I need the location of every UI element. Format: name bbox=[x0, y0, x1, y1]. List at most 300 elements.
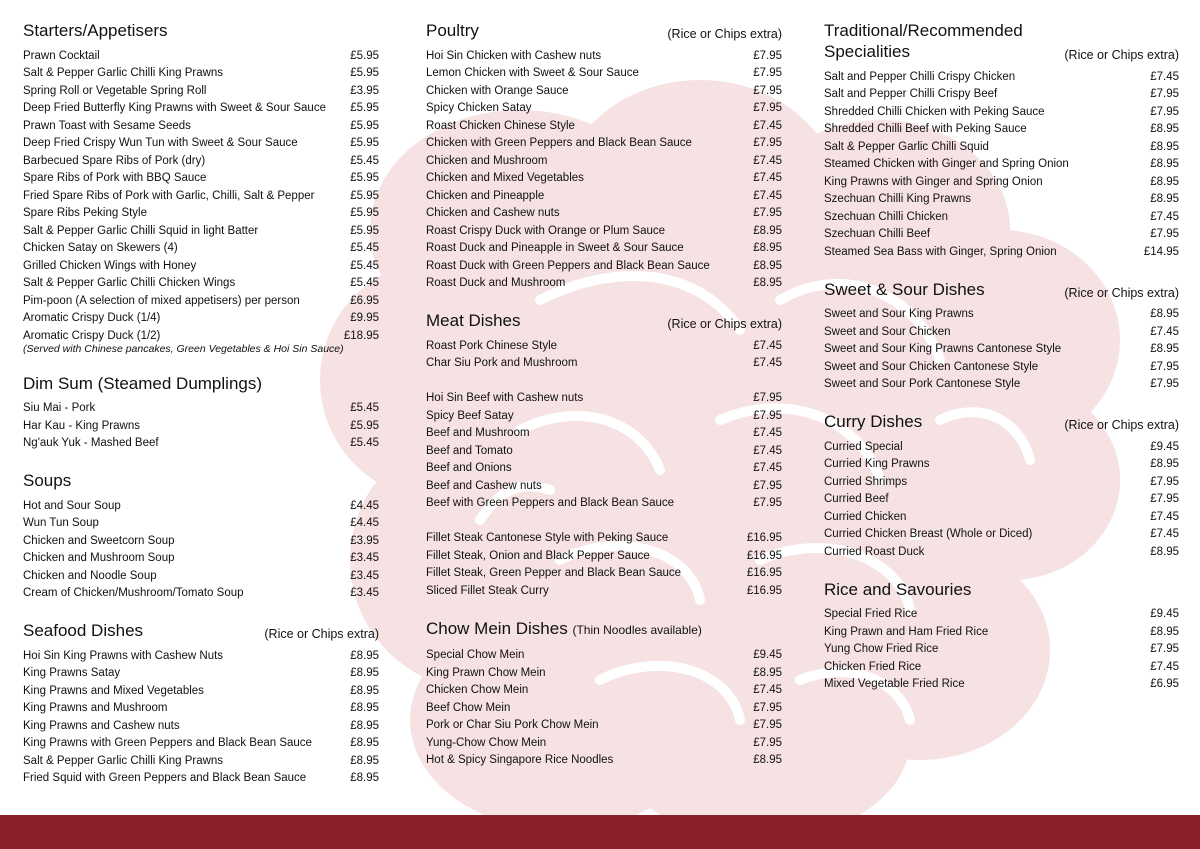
menu-item-price: £8.95 bbox=[1150, 140, 1179, 153]
menu-item-price: £7.95 bbox=[753, 497, 782, 510]
menu-item bbox=[23, 567, 379, 585]
menu-item bbox=[426, 355, 782, 373]
menu-item bbox=[426, 752, 782, 770]
section-header bbox=[426, 618, 782, 641]
menu-item-name: Pork or Char Siu Pork Chow Mein bbox=[426, 719, 599, 732]
menu-item bbox=[23, 585, 379, 603]
section-note: (Rice or Chips extra) bbox=[667, 27, 782, 41]
menu-item bbox=[824, 103, 1179, 121]
menu-item-name: Aromatic Crispy Duck (1/4) bbox=[23, 312, 161, 325]
menu-item-price: £5.95 bbox=[350, 102, 379, 115]
menu-item-price: £7.95 bbox=[753, 479, 782, 492]
menu-item-name: Yung Chow Fried Rice bbox=[824, 643, 939, 656]
menu-item-price: £7.95 bbox=[753, 736, 782, 749]
menu-item-price: £8.95 bbox=[753, 277, 782, 290]
menu-item-name: Salt and Pepper Chilli Crispy Chicken bbox=[824, 70, 1016, 83]
menu-item-price: £7.45 bbox=[753, 427, 782, 440]
menu-item-list bbox=[824, 306, 1179, 394]
menu-item bbox=[23, 417, 379, 435]
menu-item-price: £8.95 bbox=[1150, 308, 1179, 321]
menu-item bbox=[824, 306, 1179, 324]
menu-item-price: £16.95 bbox=[746, 584, 782, 597]
menu-item bbox=[23, 717, 379, 735]
menu-item-name: Roast Duck and Pineapple in Sweet & Sour Sauce bbox=[426, 242, 684, 255]
menu-item bbox=[426, 152, 782, 170]
section-header bbox=[23, 470, 379, 491]
menu-item-name: Steamed Chicken with Ginger and Spring Onion bbox=[824, 158, 1069, 171]
menu-item-name: Pim-poon (A selection of mixed appetisers) per person bbox=[23, 294, 300, 307]
menu-item bbox=[23, 117, 379, 135]
menu-item-name: Beef and Cashew nuts bbox=[426, 479, 542, 492]
menu-item bbox=[426, 337, 782, 355]
section-starters-appetisers bbox=[23, 20, 379, 355]
menu-item-price: £4.45 bbox=[350, 499, 379, 512]
section-traditional-recommended-specialities bbox=[824, 20, 1179, 261]
menu-item-name: Roast Pork Chinese Style bbox=[426, 339, 558, 352]
menu-item-name: Szechuan Chilli Beef bbox=[824, 228, 931, 241]
menu-item bbox=[426, 664, 782, 682]
menu-item-price: £7.95 bbox=[753, 701, 782, 714]
menu-item-price: £3.95 bbox=[350, 84, 379, 97]
menu-item-name: Special Chow Mein bbox=[426, 649, 525, 662]
menu-item bbox=[426, 100, 782, 118]
section-title bbox=[824, 279, 985, 300]
section-curry-dishes bbox=[824, 411, 1179, 561]
menu-item-price: £8.95 bbox=[350, 737, 379, 750]
menu-column-3 bbox=[824, 20, 1179, 711]
menu-item-price: £6.95 bbox=[1150, 678, 1179, 691]
menu-item-name: Prawn Toast with Sesame Seeds bbox=[23, 119, 191, 132]
section-title-text: Traditional/Recommended Specialities bbox=[824, 21, 1023, 61]
menu-item bbox=[23, 292, 379, 310]
menu-item-name: Curried Beef bbox=[824, 493, 889, 506]
menu-item-name: Lemon Chicken with Sweet & Sour Sauce bbox=[426, 67, 639, 80]
menu-item-price: £8.95 bbox=[1150, 625, 1179, 638]
menu-item bbox=[824, 208, 1179, 226]
menu-item-price: £7.95 bbox=[753, 719, 782, 732]
menu-item-price: £7.95 bbox=[753, 67, 782, 80]
menu-item bbox=[23, 770, 379, 788]
menu-item-name: Fillet Steak Cantonese Style with Peking Sauce bbox=[426, 532, 669, 545]
menu-item bbox=[824, 156, 1179, 174]
menu-item bbox=[23, 735, 379, 753]
menu-item-price: £8.95 bbox=[350, 772, 379, 785]
menu-item-price: £7.45 bbox=[1150, 510, 1179, 523]
menu-item-price: £16.95 bbox=[746, 567, 782, 580]
menu-item bbox=[824, 376, 1179, 394]
menu-item-price: £8.95 bbox=[1150, 158, 1179, 171]
section-title bbox=[23, 470, 71, 491]
menu-item-name: Barbecued Spare Ribs of Pork (dry) bbox=[23, 154, 206, 167]
menu-item-price: £5.45 bbox=[350, 259, 379, 272]
menu-item-name: Fried Spare Ribs of Pork with Garlic, Chilli, Salt & Pepper bbox=[23, 189, 315, 202]
menu-item bbox=[426, 477, 782, 495]
menu-item bbox=[426, 222, 782, 240]
menu-item-price: £8.95 bbox=[350, 649, 379, 662]
menu-item-name: Shredded Chilli Beef with Peking Sauce bbox=[824, 123, 1027, 136]
section-title-text: Soups bbox=[23, 471, 72, 490]
menu-item-name: Curried Special bbox=[824, 440, 903, 453]
menu-item-price: £7.45 bbox=[1150, 528, 1179, 541]
menu-item bbox=[23, 135, 379, 153]
list-spacer bbox=[426, 372, 782, 390]
section-title-text: Chow Mein Dishes bbox=[426, 618, 568, 638]
menu-item-name: Siu Mai - Pork bbox=[23, 402, 96, 415]
menu-item bbox=[23, 497, 379, 515]
menu-item-price: £7.95 bbox=[753, 49, 782, 62]
menu-item-name: Chicken Chow Mein bbox=[426, 684, 529, 697]
menu-item-price: £5.45 bbox=[350, 242, 379, 255]
menu-item-name: Chicken and Noodle Soup bbox=[23, 569, 157, 582]
section-rice-and-savouries bbox=[824, 579, 1179, 694]
menu-item-list bbox=[426, 47, 782, 292]
menu-item bbox=[824, 491, 1179, 509]
menu-item-name: Chicken and Pineapple bbox=[426, 189, 545, 202]
menu-item-price: £5.45 bbox=[350, 154, 379, 167]
menu-item bbox=[426, 582, 782, 600]
menu-item-price: £7.95 bbox=[1150, 493, 1179, 506]
menu-item-name: King Prawns with Green Peppers and Black Bean Sauce bbox=[23, 737, 312, 750]
section-title-text: Dim Sum (Steamed Dumplings) bbox=[23, 373, 263, 393]
menu-item bbox=[824, 623, 1179, 641]
menu-item-name: Curried King Prawns bbox=[824, 458, 930, 471]
menu-item-name: Chicken and Mushroom Soup bbox=[23, 552, 175, 565]
menu-item-price: £7.45 bbox=[753, 339, 782, 352]
menu-item-price: £8.95 bbox=[350, 684, 379, 697]
menu-item-name: Roast Duck with Green Peppers and Black Bean Sauce bbox=[426, 259, 710, 272]
menu-item-name: Cream of Chicken/Mushroom/Tomato Soup bbox=[23, 587, 244, 600]
menu-item-price: £3.95 bbox=[350, 534, 379, 547]
menu-item-price: £5.95 bbox=[350, 224, 379, 237]
menu-item-name: Beef Chow Mein bbox=[426, 701, 511, 714]
menu-item-name: Grilled Chicken Wings with Honey bbox=[23, 259, 197, 272]
section-header bbox=[23, 373, 379, 394]
menu-item-name: Curried Shrimps bbox=[824, 475, 908, 488]
menu-item-price: £5.95 bbox=[350, 67, 379, 80]
menu-item-price: £7.95 bbox=[753, 102, 782, 115]
menu-column-1 bbox=[23, 20, 379, 805]
menu-item bbox=[824, 173, 1179, 191]
menu-item-name: King Prawns with Ginger and Spring Onion bbox=[824, 175, 1043, 188]
menu-item-price: £7.45 bbox=[753, 357, 782, 370]
section-note: (Rice or Chips extra) bbox=[1064, 48, 1179, 62]
menu-item-name: Spicy Chicken Satay bbox=[426, 102, 532, 115]
menu-item-name: Chicken and Cashew nuts bbox=[426, 207, 560, 220]
menu-item-list bbox=[23, 497, 379, 602]
menu-item bbox=[23, 665, 379, 683]
section-title-text: Starters/Appetisers bbox=[23, 21, 168, 40]
menu-item-price: £7.45 bbox=[753, 172, 782, 185]
menu-item-price: £8.95 bbox=[753, 259, 782, 272]
menu-item-price: £4.45 bbox=[350, 517, 379, 530]
menu-item-name: Curried Roast Duck bbox=[824, 545, 925, 558]
menu-item bbox=[23, 550, 379, 568]
list-spacer bbox=[426, 512, 782, 530]
menu-item bbox=[23, 532, 379, 550]
menu-item-name: Char Siu Pork and Mushroom bbox=[426, 357, 578, 370]
menu-item bbox=[23, 100, 379, 118]
menu-item bbox=[824, 226, 1179, 244]
menu-item-price: £9.95 bbox=[350, 312, 379, 325]
menu-item-price: £7.95 bbox=[1150, 88, 1179, 101]
menu-item-name: Steamed Sea Bass with Ginger, Spring Onion bbox=[824, 245, 1057, 258]
section-chow-mein-dishes bbox=[426, 618, 782, 770]
menu-item-price: £7.45 bbox=[1150, 70, 1179, 83]
menu-item bbox=[23, 152, 379, 170]
menu-item-price: £18.95 bbox=[343, 329, 379, 342]
menu-item-name: Sweet and Sour King Prawns bbox=[824, 308, 974, 321]
section-poultry bbox=[426, 20, 782, 292]
section-title-text: Seafood Dishes bbox=[23, 621, 144, 640]
menu-item bbox=[426, 530, 782, 548]
menu-item bbox=[426, 170, 782, 188]
menu-item-price: £14.95 bbox=[1143, 245, 1179, 258]
section-header bbox=[426, 310, 782, 331]
section-title bbox=[23, 20, 168, 41]
menu-item-price: £7.95 bbox=[1150, 643, 1179, 656]
menu-item bbox=[426, 717, 782, 735]
menu-item-name: Chicken Satay on Skewers (4) bbox=[23, 242, 178, 255]
menu-item-name: Deep Fried Butterfly King Prawns with Sweet & Sour Sauce bbox=[23, 102, 326, 115]
section-header bbox=[824, 279, 1179, 300]
menu-item-name: Hoi Sin Chicken with Cashew nuts bbox=[426, 49, 602, 62]
menu-item-price: £8.95 bbox=[753, 242, 782, 255]
menu-item-name: Special Fried Rice bbox=[824, 608, 918, 621]
menu-item-name: Beef and Tomato bbox=[426, 444, 513, 457]
menu-item-price: £8.95 bbox=[350, 702, 379, 715]
menu-item-name: Chicken with Orange Sauce bbox=[426, 84, 569, 97]
section-footnote: (Served with Chinese pancakes, Green Vegetables & Hoi Sin Sauce) bbox=[23, 342, 344, 355]
menu-item-price: £7.45 bbox=[753, 119, 782, 132]
menu-item bbox=[23, 515, 379, 533]
menu-item-name: Spicy Beef Satay bbox=[426, 409, 514, 422]
menu-item-name: Spare Ribs of Pork with BBQ Sauce bbox=[23, 172, 207, 185]
menu-item-name: Roast Chicken Chinese Style bbox=[426, 119, 575, 132]
menu-item-price: £7.95 bbox=[1150, 228, 1179, 241]
menu-item bbox=[23, 82, 379, 100]
menu-item-list bbox=[426, 337, 782, 600]
menu-item-list bbox=[426, 647, 782, 770]
section-sweet-sour-dishes bbox=[824, 279, 1179, 394]
menu-item bbox=[426, 240, 782, 258]
menu-item-name: Chicken and Sweetcorn Soup bbox=[23, 534, 175, 547]
menu-item-name: Salt & Pepper Garlic Chilli King Prawns bbox=[23, 67, 224, 80]
menu-item-name: Szechuan Chilli Chicken bbox=[824, 210, 949, 223]
menu-item bbox=[824, 138, 1179, 156]
section-header bbox=[23, 20, 379, 41]
menu-item-name: Sweet and Sour Pork Cantonese Style bbox=[824, 378, 1021, 391]
menu-item bbox=[23, 240, 379, 258]
menu-item bbox=[426, 257, 782, 275]
menu-item bbox=[426, 82, 782, 100]
menu-item-name: Chicken with Green Peppers and Black Bean Sauce bbox=[426, 137, 692, 150]
menu-item-price: £6.95 bbox=[350, 294, 379, 307]
menu-item-list bbox=[824, 68, 1179, 261]
menu-item-price: £5.95 bbox=[350, 49, 379, 62]
menu-item-price: £9.45 bbox=[1150, 608, 1179, 621]
section-note: (Rice or Chips extra) bbox=[1064, 418, 1179, 432]
menu-item-name: Beef and Onions bbox=[426, 462, 512, 475]
section-header bbox=[824, 411, 1179, 432]
menu-item bbox=[824, 438, 1179, 456]
menu-item-price: £8.95 bbox=[350, 754, 379, 767]
menu-item-name: Curried Chicken Breast (Whole or Diced) bbox=[824, 528, 1033, 541]
menu-item-name: Szechuan Chilli King Prawns bbox=[824, 193, 972, 206]
menu-item-price: £7.95 bbox=[753, 409, 782, 422]
menu-item-name: Chicken and Mixed Vegetables bbox=[426, 172, 584, 185]
section-title-text: Sweet & Sour Dishes bbox=[824, 279, 985, 299]
menu-item-list bbox=[23, 400, 379, 453]
section-note: (Rice or Chips extra) bbox=[264, 627, 379, 641]
menu-item bbox=[426, 460, 782, 478]
menu-item bbox=[23, 257, 379, 275]
menu-item bbox=[426, 547, 782, 565]
menu-item-name: King Prawns and Mixed Vegetables bbox=[23, 684, 204, 697]
menu-item bbox=[23, 187, 379, 205]
menu-item bbox=[426, 734, 782, 752]
menu-item-name: Chicken and Mushroom bbox=[426, 154, 548, 167]
menu-item bbox=[23, 205, 379, 223]
menu-item-name: King Prawns Satay bbox=[23, 667, 121, 680]
menu-item-name: Curried Chicken bbox=[824, 510, 907, 523]
section-note: (Rice or Chips extra) bbox=[667, 317, 782, 331]
menu-item-name: Prawn Cocktail bbox=[23, 49, 100, 62]
menu-item bbox=[23, 170, 379, 188]
menu-item-price: £5.45 bbox=[350, 402, 379, 415]
menu-item-price: £7.45 bbox=[1150, 660, 1179, 673]
section-title bbox=[824, 20, 1064, 62]
menu-item bbox=[824, 526, 1179, 544]
menu-item-name: King Prawn Chow Mein bbox=[426, 666, 546, 679]
section-title-text: Curry Dishes bbox=[824, 412, 923, 431]
menu-item-price: £7.95 bbox=[1150, 360, 1179, 373]
menu-item bbox=[23, 400, 379, 418]
menu-item bbox=[23, 310, 379, 328]
menu-item-price: £7.95 bbox=[753, 392, 782, 405]
menu-item bbox=[426, 135, 782, 153]
menu-item-price: £7.45 bbox=[753, 444, 782, 457]
section-title bbox=[426, 618, 702, 641]
menu-item bbox=[426, 117, 782, 135]
menu-item-price: £16.95 bbox=[746, 532, 782, 545]
menu-item-name: Hot & Spicy Singapore Rice Noodles bbox=[426, 754, 614, 767]
menu-item bbox=[824, 473, 1179, 491]
menu-item-list bbox=[824, 606, 1179, 694]
menu-item-name: Spring Roll or Vegetable Spring Roll bbox=[23, 84, 207, 97]
menu-item-price: £8.95 bbox=[1150, 343, 1179, 356]
menu-item-price: £8.95 bbox=[753, 754, 782, 767]
menu-item bbox=[824, 641, 1179, 659]
menu-item-name: Aromatic Crispy Duck (1/2) bbox=[23, 329, 161, 342]
menu-item bbox=[824, 676, 1179, 694]
section-note: (Rice or Chips extra) bbox=[1064, 285, 1179, 300]
menu-item-name: Yung-Chow Chow Mein bbox=[426, 736, 547, 749]
menu-item bbox=[23, 47, 379, 65]
menu-item-name: Fried Squid with Green Peppers and Black Bean Sauce bbox=[23, 772, 307, 785]
menu-item-name: King Prawn and Ham Fried Rice bbox=[824, 625, 989, 638]
menu-column-2 bbox=[426, 20, 782, 787]
section-title bbox=[824, 411, 922, 432]
menu-item-name: Deep Fried Crispy Wun Tun with Sweet & Sour Sauce bbox=[23, 137, 298, 150]
menu-item-name: Salt and Pepper Chilli Crispy Beef bbox=[824, 88, 998, 101]
menu-item-price: £7.95 bbox=[753, 207, 782, 220]
menu-item bbox=[824, 456, 1179, 474]
menu-item-name: Hot and Sour Soup bbox=[23, 499, 121, 512]
menu-item bbox=[426, 425, 782, 443]
menu-item-name: King Prawns and Mushroom bbox=[23, 702, 168, 715]
menu-item-name: Salt & Pepper Garlic Chilli Squid in light Batter bbox=[23, 224, 259, 237]
section-title-text: Poultry bbox=[426, 21, 479, 40]
section-header bbox=[23, 620, 379, 641]
menu-item-price: £5.95 bbox=[350, 207, 379, 220]
menu-item bbox=[23, 275, 379, 293]
menu-item-name: Ng'auk Yuk - Mashed Beef bbox=[23, 437, 159, 450]
section-title bbox=[23, 373, 262, 394]
menu-item-price: £7.45 bbox=[1150, 210, 1179, 223]
menu-item bbox=[23, 647, 379, 665]
menu-item-name: King Prawns and Cashew nuts bbox=[23, 719, 180, 732]
menu-item bbox=[426, 442, 782, 460]
section-title bbox=[426, 310, 520, 331]
section-meat-dishes bbox=[426, 310, 782, 600]
menu-item-price: £8.95 bbox=[753, 666, 782, 679]
menu-item-price: £5.95 bbox=[350, 172, 379, 185]
menu-item-price: £8.95 bbox=[350, 719, 379, 732]
menu-item bbox=[824, 86, 1179, 104]
menu-item bbox=[426, 205, 782, 223]
menu-item-price: £7.95 bbox=[753, 137, 782, 150]
section-title bbox=[426, 20, 479, 41]
menu-item-name: Beef and Mushroom bbox=[426, 427, 530, 440]
menu-item-list bbox=[824, 438, 1179, 561]
menu-item-name: Salt & Pepper Garlic Chilli King Prawns bbox=[23, 754, 224, 767]
menu-item-price: £3.45 bbox=[350, 552, 379, 565]
menu-item bbox=[426, 47, 782, 65]
menu-item bbox=[426, 275, 782, 293]
menu-item-name: Roast Duck and Mushroom bbox=[426, 277, 566, 290]
menu-item-list bbox=[23, 47, 379, 345]
menu-item bbox=[426, 495, 782, 513]
menu-item-name: Sweet and Sour Chicken bbox=[824, 325, 951, 338]
menu-item bbox=[426, 65, 782, 83]
menu-item-price: £8.95 bbox=[350, 667, 379, 680]
menu-item-price: £5.95 bbox=[350, 419, 379, 432]
menu-item bbox=[23, 752, 379, 770]
menu-item-price: £7.45 bbox=[753, 462, 782, 475]
menu-item-price: £9.45 bbox=[1150, 440, 1179, 453]
menu-item-price: £5.95 bbox=[350, 189, 379, 202]
menu-item bbox=[426, 187, 782, 205]
menu-item-price: £8.95 bbox=[1150, 123, 1179, 136]
menu-item bbox=[426, 565, 782, 583]
menu-item-name: Beef with Green Peppers and Black Bean Sauce bbox=[426, 497, 675, 510]
menu-item-price: £3.45 bbox=[350, 569, 379, 582]
menu-item-price: £5.45 bbox=[350, 437, 379, 450]
section-title bbox=[824, 579, 971, 600]
section-seafood-dishes bbox=[23, 620, 379, 787]
menu-item-price: £7.95 bbox=[1150, 475, 1179, 488]
menu-item-price: £16.95 bbox=[746, 549, 782, 562]
menu-item bbox=[23, 65, 379, 83]
menu-item bbox=[426, 647, 782, 665]
menu-item-name: Shredded Chilli Chicken with Peking Sauce bbox=[824, 105, 1045, 118]
menu-item bbox=[824, 543, 1179, 561]
menu-item-list bbox=[23, 647, 379, 787]
menu-item-name: Mixed Vegetable Fried Rice bbox=[824, 678, 965, 691]
menu-item-price: £7.95 bbox=[1150, 378, 1179, 391]
menu-item bbox=[824, 341, 1179, 359]
menu-item bbox=[824, 243, 1179, 261]
